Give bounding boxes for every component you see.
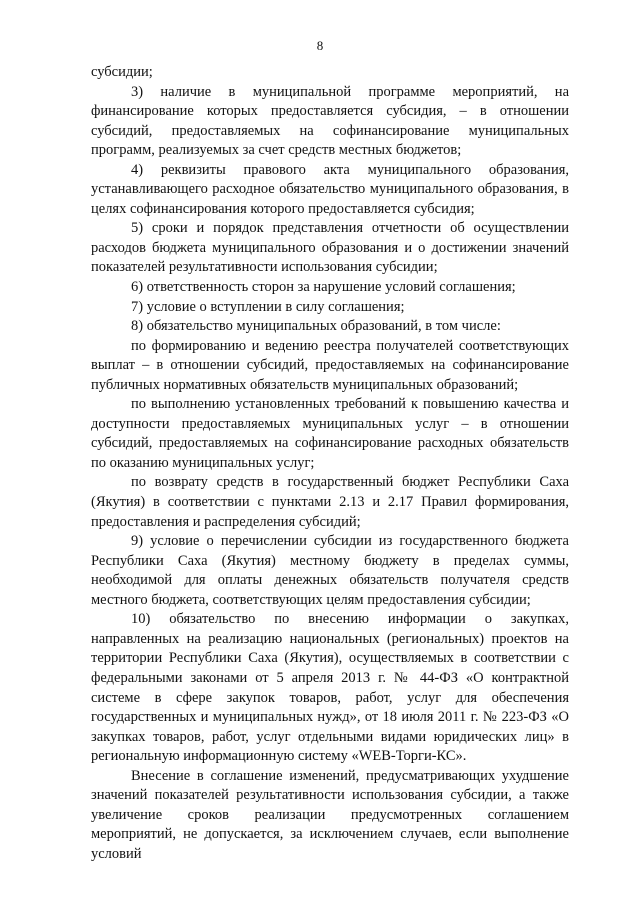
paragraph-item-5: 5) сроки и порядок представления отчетности об осуществлении расходов бюджета муниципального образования и о достижении значений показателей результативности использования субсидии; bbox=[91, 220, 569, 276]
paragraph-continuation: субсидии; bbox=[91, 64, 153, 80]
paragraph-amendments: Внесение в соглашение изменений, предусматривающих ухудшение значений показателей результативности использования субсидии, а также увеличение сроков реализации предусмотренных соглашением мероприятий, не допускается, за исключением случаев, если выполнение условий bbox=[91, 767, 569, 862]
paragraph-item-6: 6) ответственность сторон за нарушение условий соглашения; bbox=[131, 279, 516, 296]
paragraph-item-9: 9) условие о перечислении субсидии из государственного бюджета Республики Саха (Якутия) местному бюджету в пределах суммы, необходимой для оплаты денежных обязательств получателя средств местного бюджета, соответствующих целям предоставления субсидии; bbox=[91, 533, 569, 608]
paragraph-item-4: 4) реквизиты правового акта муниципального образования, устанавливающего расходное обязательство муниципального образования, в целях софинансирования которого предоставляется субсидия; bbox=[91, 161, 569, 217]
paragraph-item-8: 8) обязательство муниципальных образований, в том числе: bbox=[131, 318, 501, 335]
paragraph-item-3: 3) наличие в муниципальной программе мероприятий, на финансирование которых предоставляется субсидия, – в отношении субсидий, предоставляемых на софинансирование муниципальных программ, реализуемых за счет средств местных бюджетов; bbox=[91, 83, 569, 159]
paragraph-item-10: 10) обязательство по внесению информации о закупках, направленных на реализацию национальных (региональных) проектов на территории Республики Саха (Якутия), осуществляемых в соответствии с федеральными законами от 5 апреля 2013 г. № 44-ФЗ «О контрактной системе в сфере закупок товаров, работ, услуг для обеспечения государственных и муниципальных нужд», от 18 июля 2011 г. № 223-ФЗ «О закупках товаров, работ, услуг отдельными видами юридических лиц» в региональную информационную систему «WEB-Торги-КС». bbox=[91, 611, 569, 765]
paragraph-item-8-return: по возврату средств в государственный бюджет Республики Саха (Якутия) в соответствии с пунктами 2.13 и 2.17 Правил формирования, предоставления и распределения субсидий; bbox=[91, 474, 569, 530]
paragraph-item-8-quality: по выполнению установленных требований к повышению качества и доступности предоставляемых муниципальных услуг – в отношении субсидий, предоставляемых на софинансирование расходных обязательств по оказанию муниципальных услуг; bbox=[91, 396, 569, 471]
paragraph-item-8-registry: по формированию и ведению реестра получателей соответствующих выплат – в отношении субсидий, предоставляемых на софинансирование публичных нормативных обязательств муниципальных образований; bbox=[91, 337, 569, 393]
page-number: 8 bbox=[316, 38, 324, 53]
document-body bbox=[91, 63, 569, 864]
paragraph-item-7: 7) условие о вступлении в силу соглашения; bbox=[131, 298, 405, 315]
